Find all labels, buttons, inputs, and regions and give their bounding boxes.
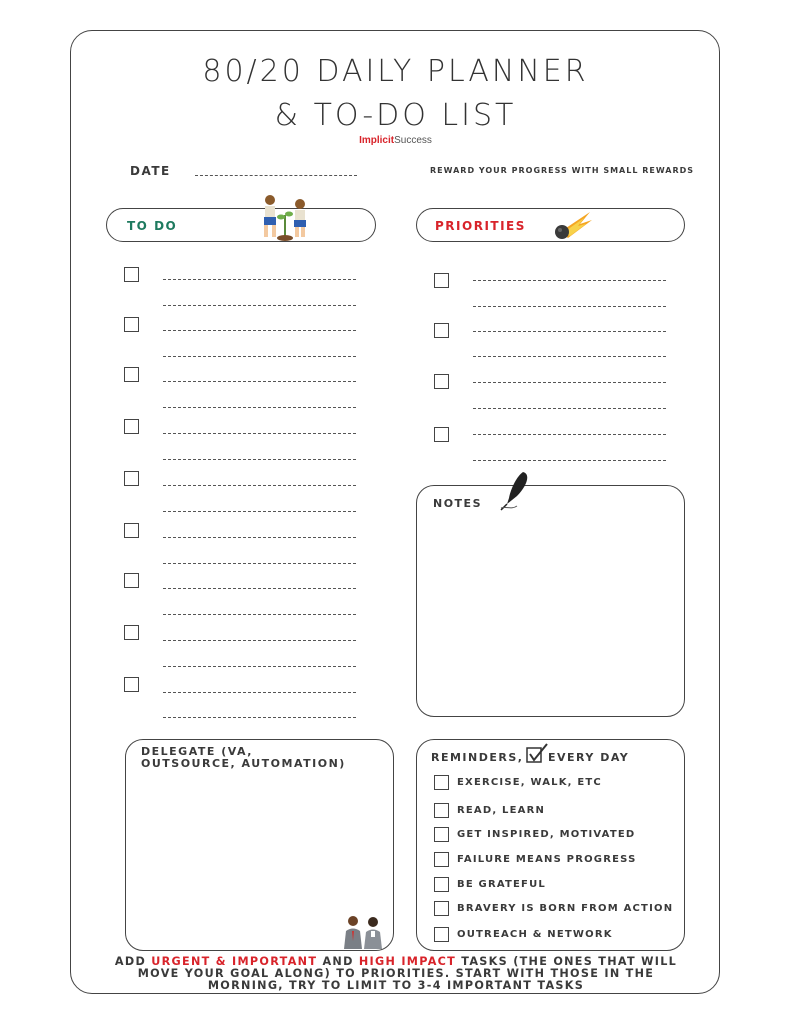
delegate-heading-line-1: DELEGATE (VA, [141, 745, 253, 758]
todo-line[interactable] [163, 407, 356, 408]
priority-line[interactable] [473, 280, 666, 281]
todo-line[interactable] [163, 433, 356, 434]
brand-part-1: Impl [359, 135, 380, 146]
todo-line[interactable] [163, 279, 356, 280]
reminder-checkbox[interactable] [434, 803, 449, 818]
priority-line[interactable] [473, 382, 666, 383]
notes-heading: NOTES [433, 497, 482, 510]
todo-line[interactable] [163, 588, 356, 589]
brand-part-2: icit [379, 135, 395, 146]
todo-line[interactable] [163, 511, 356, 512]
todo-line[interactable] [163, 563, 356, 564]
date-label: DATE [130, 164, 171, 178]
title-line-2: & TO-DO LIST [274, 98, 517, 133]
reward-text: REWARD YOUR PROGRESS WITH SMALL REWARDS [430, 166, 695, 175]
priority-checkbox-3[interactable] [434, 374, 449, 389]
reminder-checkbox[interactable] [434, 877, 449, 892]
checkmark-box-icon [525, 742, 553, 766]
business-people-icon [340, 913, 386, 949]
reminder-item-3: GET INSPIRED, MOTIVATED [457, 829, 636, 840]
todo-line[interactable] [163, 305, 356, 306]
brand-part-3: Success [394, 135, 432, 146]
reminders-box [416, 739, 685, 951]
reminder-item-1: EXERCISE, WALK, ETC [457, 777, 602, 788]
todo-checkbox-2[interactable] [124, 317, 139, 332]
priority-checkbox-4[interactable] [434, 427, 449, 442]
priority-line[interactable] [473, 356, 666, 357]
delegate-heading-line-2: OUTSOURCE, AUTOMATION) [141, 757, 346, 770]
footer-high-impact: HIGH IMPACT [358, 955, 457, 968]
meteor-icon [550, 210, 595, 240]
reminders-heading-part-1: REMINDERS, [431, 751, 524, 764]
todo-line[interactable] [163, 356, 356, 357]
title-line-1: 80/20 DAILY PLANNER [202, 54, 589, 89]
footer-instructions [110, 956, 682, 992]
todo-checkbox-5[interactable] [124, 471, 139, 486]
priority-checkbox-2[interactable] [434, 323, 449, 338]
reminder-checkbox[interactable] [434, 927, 449, 942]
reminder-item-2: READ, LEARN [457, 805, 546, 816]
todo-checkbox-8[interactable] [124, 625, 139, 640]
todo-heading: TO DO [127, 219, 178, 233]
todo-checkbox-6[interactable] [124, 523, 139, 538]
quill-pen-icon [497, 470, 537, 512]
reminders-heading-part-2: EVERY DAY [548, 751, 630, 764]
reminder-item-5: BE GRATEFUL [457, 879, 546, 890]
footer-urgent-important: URGENT & IMPORTANT [151, 955, 318, 968]
todo-line[interactable] [163, 692, 356, 693]
footer-text-1: ADD [114, 955, 152, 968]
brand-logo [0, 135, 791, 146]
priority-line[interactable] [473, 434, 666, 435]
notes-box[interactable] [416, 485, 685, 717]
todo-line[interactable] [163, 717, 356, 718]
priorities-heading: PRIORITIES [435, 219, 526, 233]
todo-line[interactable] [163, 459, 356, 460]
priority-checkbox-1[interactable] [434, 273, 449, 288]
footer-text-3: AND [317, 955, 359, 968]
delegate-heading [141, 746, 346, 770]
todo-line[interactable] [163, 485, 356, 486]
date-line[interactable] [195, 175, 357, 176]
todo-header [106, 208, 376, 242]
todo-checkbox-3[interactable] [124, 367, 139, 382]
todo-checkbox-9[interactable] [124, 677, 139, 692]
footer-text-5: TASKS (THE ONES THAT WILL MOVE YOUR GOAL ALONG) TO PRIORITIES. START WITH THOSE IN THE MORNING, TRY TO LIMIT TO 3-4 IMPORTANT TASKS [137, 955, 678, 992]
priority-line[interactable] [473, 460, 666, 461]
todo-line[interactable] [163, 381, 356, 382]
todo-line[interactable] [163, 330, 356, 331]
todo-checkbox-4[interactable] [124, 419, 139, 434]
reminder-checkbox[interactable] [434, 775, 449, 790]
todo-line[interactable] [163, 614, 356, 615]
reminder-checkbox[interactable] [434, 827, 449, 842]
reminder-item-4: FAILURE MEANS PROGRESS [457, 854, 637, 865]
kids-planting-icon [250, 193, 320, 243]
todo-checkbox-7[interactable] [124, 573, 139, 588]
todo-line[interactable] [163, 640, 356, 641]
reminder-checkbox[interactable] [434, 852, 449, 867]
todo-checkbox-1[interactable] [124, 267, 139, 282]
todo-line[interactable] [163, 537, 356, 538]
reminder-checkbox[interactable] [434, 901, 449, 916]
todo-line[interactable] [163, 666, 356, 667]
reminder-item-7: OUTREACH & NETWORK [457, 929, 613, 940]
priority-line[interactable] [473, 408, 666, 409]
priority-line[interactable] [473, 306, 666, 307]
reminder-item-6: BRAVERY IS BORN FROM ACTION [457, 903, 674, 914]
priority-line[interactable] [473, 331, 666, 332]
